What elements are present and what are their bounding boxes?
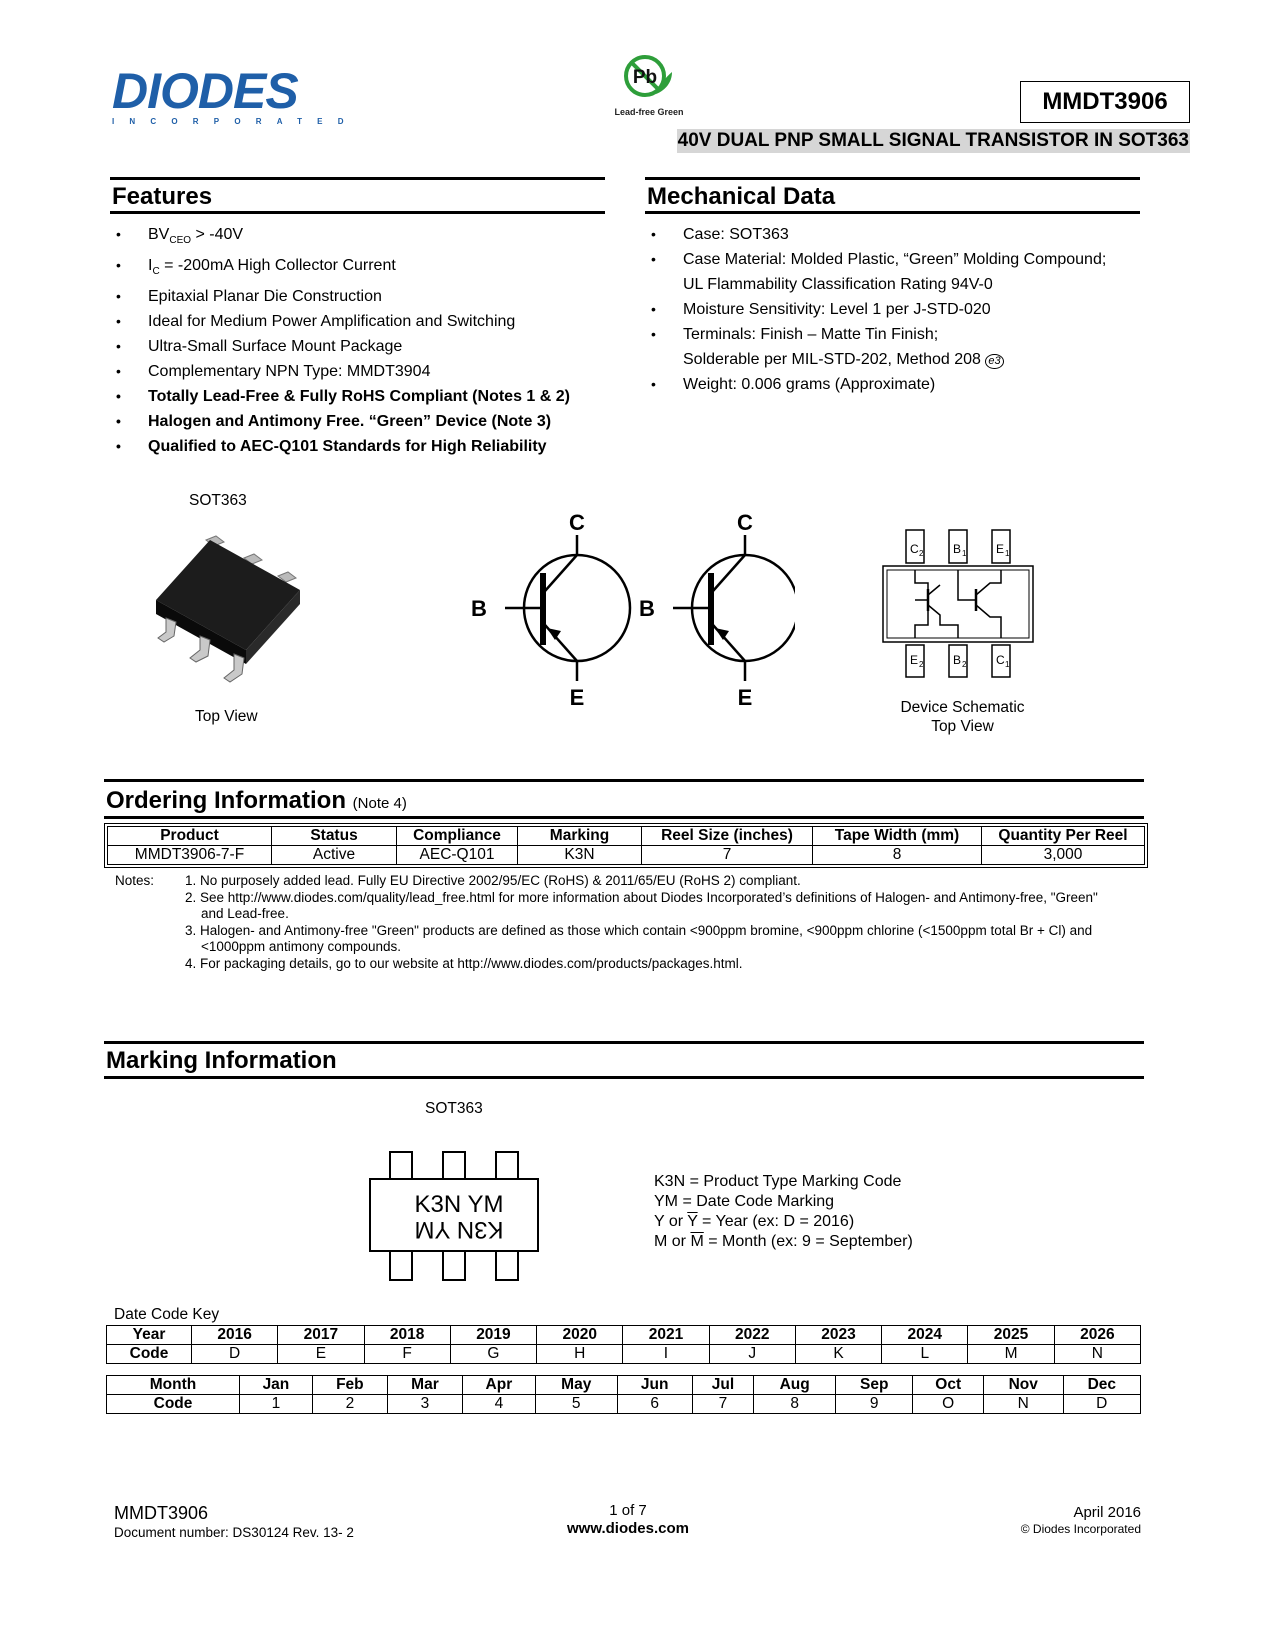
feature-item: • Qualified to AEC-Q101 Standards for High Reliability xyxy=(116,438,547,456)
device-schematic xyxy=(880,525,1040,680)
feature-item: • Ultra-Small Surface Mount Package xyxy=(116,338,403,356)
notes-list xyxy=(185,873,1140,972)
table-header-row: Year 2016 2017 2018 2019 2020 2021 2022 2023 2024 2025 2026 xyxy=(107,1326,1141,1345)
marking-code-text-rotated: K3N YM xyxy=(414,1216,504,1243)
logo-subtext: INCORPORATED xyxy=(112,117,359,126)
note-item: 3. Halogen- and Antimony-free "Green" products are defined as those which contain <900ppm bromine, <900ppm chlorine (<1500ppm total Br + Cl) and xyxy=(185,922,1093,938)
mech-item: • Moisture Sensitivity: Level 1 per J-STD-020 xyxy=(651,301,991,318)
footer-doc-number: Document number: DS30124 Rev. 13- 2 xyxy=(114,1525,354,1540)
footer-copyright: © Diodes Incorporated xyxy=(1020,1522,1141,1536)
pin-b-label: B xyxy=(471,596,487,621)
footer-date: April 2016 xyxy=(1073,1504,1141,1521)
lead-free-green-badge xyxy=(606,54,692,116)
legend-line: M or $\overline{M}$ = Month (ex: 9 = September) xyxy=(654,1233,913,1250)
pin-c-label: C xyxy=(569,510,585,535)
features-list xyxy=(110,222,610,459)
schematic-pin-label: C xyxy=(996,653,1005,667)
note-item: and Lead-free. xyxy=(201,906,289,921)
marking-title: Marking Information xyxy=(106,1047,337,1074)
note-item: 1. No purposely added lead. Fully EU Directive 2002/95/EC (RoHS) & 2011/65/EU (RoHS 2) compliant. xyxy=(185,873,801,888)
svg-text:2: 2 xyxy=(962,660,967,669)
lead-free-icon xyxy=(622,54,676,100)
sot363-package-image xyxy=(150,532,310,692)
legend-line: K3N = Product Type Marking Code xyxy=(654,1173,902,1190)
schematic-pin-label: B xyxy=(953,653,962,667)
ordering-header xyxy=(104,779,1144,819)
mech-item-continued: Solderable per MIL-STD-202, Method 208 e3 xyxy=(645,347,1145,372)
logo-text: DIODES xyxy=(112,63,298,119)
feature-item: • Totally Lead-Free & Fully RoHS Compliant (Notes 1 & 2) xyxy=(116,388,570,406)
mech-item-continued: UL Flammability Classification Rating 94V-0 xyxy=(683,276,993,293)
transistor-symbol-2 xyxy=(639,510,795,710)
feature-item: • $I_C = -200mA$ High Collector Current xyxy=(116,257,396,278)
footer-part-number: MMDT3906 xyxy=(114,1503,209,1523)
feature-item: • $BV_{CEO} > -40V$ xyxy=(116,226,244,247)
ordering-note: (Note 4) xyxy=(352,795,407,812)
mech-item: • Case Material: Molded Plastic, “Green” Molding Compound; xyxy=(651,251,1107,268)
mech-item: • Terminals: Finish – Matte Tin Finish; xyxy=(651,326,939,343)
table-row: Code D E F G H I J K L M N xyxy=(107,1345,1141,1364)
diodes-logo xyxy=(112,63,359,128)
transistor-symbol-1 xyxy=(471,510,630,710)
features-title: Features xyxy=(112,183,213,210)
footer-page-number: 1 of 7 xyxy=(609,1502,647,1519)
lead-free-label: Lead-free Green xyxy=(614,107,684,117)
marking-package-drawing xyxy=(365,1148,545,1286)
legend-line: YM = Date Code Marking xyxy=(654,1193,835,1210)
svg-text:1: 1 xyxy=(962,549,967,558)
marking-code-text: K3N YM xyxy=(414,1191,504,1218)
schematic-caption: Device Schematic Top View xyxy=(900,699,1025,735)
mech-item: • Case: SOT363 xyxy=(651,226,789,243)
mechanical-list xyxy=(645,222,1145,397)
marking-package-label: SOT363 xyxy=(425,1100,483,1117)
table-row: Code 1 2 3 4 5 6 7 8 9 O N D xyxy=(107,1395,1141,1414)
e3-icon: e3 xyxy=(985,354,1003,369)
legend-line: Y or $\overline{Y}$ = Year (ex: D = 2016) xyxy=(654,1213,855,1230)
schematic-pin-label: B xyxy=(953,542,962,556)
schematic-pin-label: E xyxy=(910,653,919,667)
footer-website[interactable]: www.diodes.com xyxy=(567,1520,689,1537)
svg-text:1: 1 xyxy=(1005,660,1010,669)
month-code-table xyxy=(106,1375,1141,1414)
schematic-pin-label: C xyxy=(910,542,919,556)
feature-item: • Ideal for Medium Power Amplification and Switching xyxy=(116,313,516,331)
mechanical-header xyxy=(645,177,1140,214)
note-item: <1000ppm antimony compounds. xyxy=(201,939,402,954)
ordering-title: Ordering Information xyxy=(106,787,346,814)
schematic-pin-label: E xyxy=(996,542,1005,556)
note-item: 2. See http://www.diodes.com/quality/lead_free.html for more information about Diodes Incorporated’s definitions of Halogen- and Antimony-free, "Green" xyxy=(185,889,1098,905)
part-number-box: MMDT3906 xyxy=(1020,81,1190,123)
svg-text:1: 1 xyxy=(1005,549,1010,558)
svg-text:2: 2 xyxy=(919,660,924,669)
marking-legend xyxy=(654,1172,913,1252)
feature-item: • Epitaxial Planar Die Construction xyxy=(116,288,382,306)
mechanical-title: Mechanical Data xyxy=(647,183,836,210)
pin-e-label: E xyxy=(569,685,585,710)
top-view-label: Top View xyxy=(195,708,258,725)
pnp-transistor-symbols xyxy=(465,505,795,710)
feature-item: • Complementary NPN Type: MMDT3904 xyxy=(116,363,431,381)
pin-c-label: C xyxy=(737,510,753,535)
table-header-row: Month Jan Feb Mar Apr May Jun Jul Aug Sep Oct Nov Dec xyxy=(107,1376,1141,1395)
pb-symbol: Pb xyxy=(632,67,658,88)
features-header xyxy=(110,177,605,214)
note-item: 4. For packaging details, go to our website at http://www.diodes.com/products/packages.html. xyxy=(185,955,743,971)
package-label: SOT363 xyxy=(189,492,247,509)
table-header-row: Product Status Compliance Marking Reel Size (inches) Tape Width (mm) Quantity Per Reel xyxy=(108,827,1145,846)
mech-item: • Weight: 0.006 grams (Approximate) xyxy=(651,376,936,393)
ordering-table xyxy=(107,826,1145,865)
date-code-key-label: Date Code Key xyxy=(114,1306,220,1323)
feature-item: • Halogen and Antimony Free. “Green” Device (Note 3) xyxy=(116,413,552,431)
year-code-table xyxy=(106,1325,1141,1364)
svg-text:2: 2 xyxy=(919,549,924,558)
table-row: MMDT3906-7-F Active AEC-Q101 K3N 7 8 3,000 xyxy=(108,846,1145,865)
marking-header xyxy=(104,1041,1144,1079)
pin-e-label: E xyxy=(737,685,753,710)
pin-b-label: B xyxy=(639,596,655,621)
notes-label: Notes: xyxy=(115,873,155,888)
document-subtitle: 40V DUAL PNP SMALL SIGNAL TRANSISTOR IN SOT363 xyxy=(677,130,1189,151)
